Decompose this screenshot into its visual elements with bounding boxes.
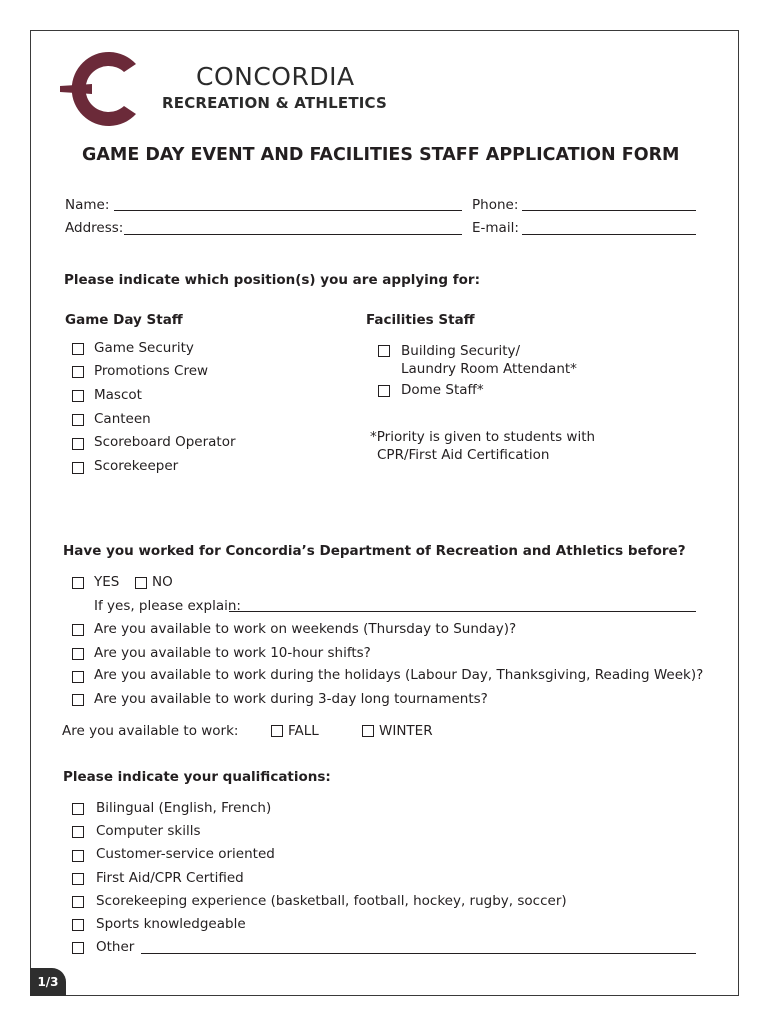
other-label: Other — [96, 939, 135, 955]
brand-subtitle: RECREATION & ATHLETICS — [162, 94, 388, 112]
form-title: GAME DAY EVENT AND FACILITIES STAFF APPLICATION FORM — [82, 145, 680, 165]
checkbox-tournaments[interactable] — [72, 694, 84, 706]
bilingual-label: Bilingual (English, French) — [96, 800, 272, 816]
mascot-label: Mascot — [94, 387, 142, 403]
holidays-label: Are you available to work during the holidays (Labour Day, Thanksgiving, Reading Week)? — [94, 667, 704, 683]
phone-field[interactable] — [522, 210, 696, 211]
checkbox-computer-skills[interactable] — [72, 826, 84, 838]
checkbox-scorekeeping[interactable] — [72, 896, 84, 908]
facilities-heading: Facilities Staff — [366, 312, 475, 328]
yes-label: YES — [94, 574, 120, 590]
laundry-room-label: Laundry Room Attendant* — [401, 361, 577, 377]
checkbox-mascot[interactable] — [72, 390, 84, 402]
qualifications-heading: Please indicate your qualifications: — [63, 769, 331, 785]
customer-service-label: Customer-service oriented — [96, 846, 275, 862]
history-question: Have you worked for Concordia’s Department of Recreation and Athletics before? — [63, 543, 686, 559]
checkbox-dome-staff[interactable] — [378, 385, 390, 397]
checkbox-winter[interactable] — [362, 725, 374, 737]
checkbox-promotions-crew[interactable] — [72, 366, 84, 378]
checkbox-game-security[interactable] — [72, 343, 84, 355]
checkbox-sports-knowledgeable[interactable] — [72, 919, 84, 931]
positions-prompt: Please indicate which position(s) you are applying for: — [64, 272, 480, 288]
checkbox-other[interactable] — [72, 942, 84, 954]
name-label: Name: — [65, 197, 110, 213]
first-aid-label: First Aid/CPR Certified — [96, 870, 244, 886]
checkbox-first-aid[interactable] — [72, 873, 84, 885]
phone-label: Phone: — [472, 197, 519, 213]
promotions-crew-label: Promotions Crew — [94, 363, 209, 379]
checkbox-weekends[interactable] — [72, 624, 84, 636]
winter-label: WINTER — [379, 723, 433, 739]
checkbox-10-hour-shifts[interactable] — [72, 648, 84, 660]
other-field[interactable] — [141, 953, 696, 954]
dome-staff-label: Dome Staff* — [401, 382, 484, 398]
page-number-badge: 1/3 — [30, 968, 66, 996]
scorekeeping-label: Scorekeeping experience (basketball, football, hockey, rugby, soccer) — [96, 893, 567, 909]
email-label: E-mail: — [472, 220, 519, 236]
scorekeeper-label: Scorekeeper — [94, 458, 179, 474]
brand-name: CONCORDIA — [196, 62, 355, 91]
fall-label: FALL — [288, 723, 319, 739]
email-field[interactable] — [522, 234, 696, 235]
checkbox-bilingual[interactable] — [72, 803, 84, 815]
game-security-label: Game Security — [94, 340, 194, 356]
priority-note-line1: *Priority is given to students with — [370, 429, 596, 445]
game-day-heading: Game Day Staff — [65, 312, 183, 328]
checkbox-fall[interactable] — [271, 725, 283, 737]
seasons-label: Are you available to work: — [62, 723, 239, 739]
checkbox-scorekeeper[interactable] — [72, 462, 84, 474]
explain-label: If yes, please explain: — [94, 598, 241, 614]
checkbox-no[interactable] — [135, 577, 147, 589]
scoreboard-operator-label: Scoreboard Operator — [94, 434, 236, 450]
no-label: NO — [152, 574, 173, 590]
canteen-label: Canteen — [94, 411, 151, 427]
building-security-label: Building Security/ — [401, 343, 521, 359]
sports-knowledgeable-label: Sports knowledgeable — [96, 916, 246, 932]
address-field[interactable] — [124, 234, 462, 235]
computer-skills-label: Computer skills — [96, 823, 201, 839]
address-label: Address: — [65, 220, 124, 236]
checkbox-holidays[interactable] — [72, 671, 84, 683]
tournaments-label: Are you available to work during 3-day long tournaments? — [94, 691, 488, 707]
checkbox-building-security[interactable] — [378, 345, 390, 357]
checkbox-scoreboard-operator[interactable] — [72, 438, 84, 450]
explain-field[interactable] — [229, 611, 696, 612]
checkbox-yes[interactable] — [72, 577, 84, 589]
priority-note-line2: CPR/First Aid Certification — [377, 447, 550, 463]
checkbox-canteen[interactable] — [72, 414, 84, 426]
name-field[interactable] — [114, 210, 462, 211]
weekends-label: Are you available to work on weekends (Thursday to Sunday)? — [94, 621, 517, 637]
concordia-logo-icon — [58, 50, 148, 128]
shifts-label: Are you available to work 10-hour shifts? — [94, 645, 371, 661]
checkbox-customer-service[interactable] — [72, 850, 84, 862]
